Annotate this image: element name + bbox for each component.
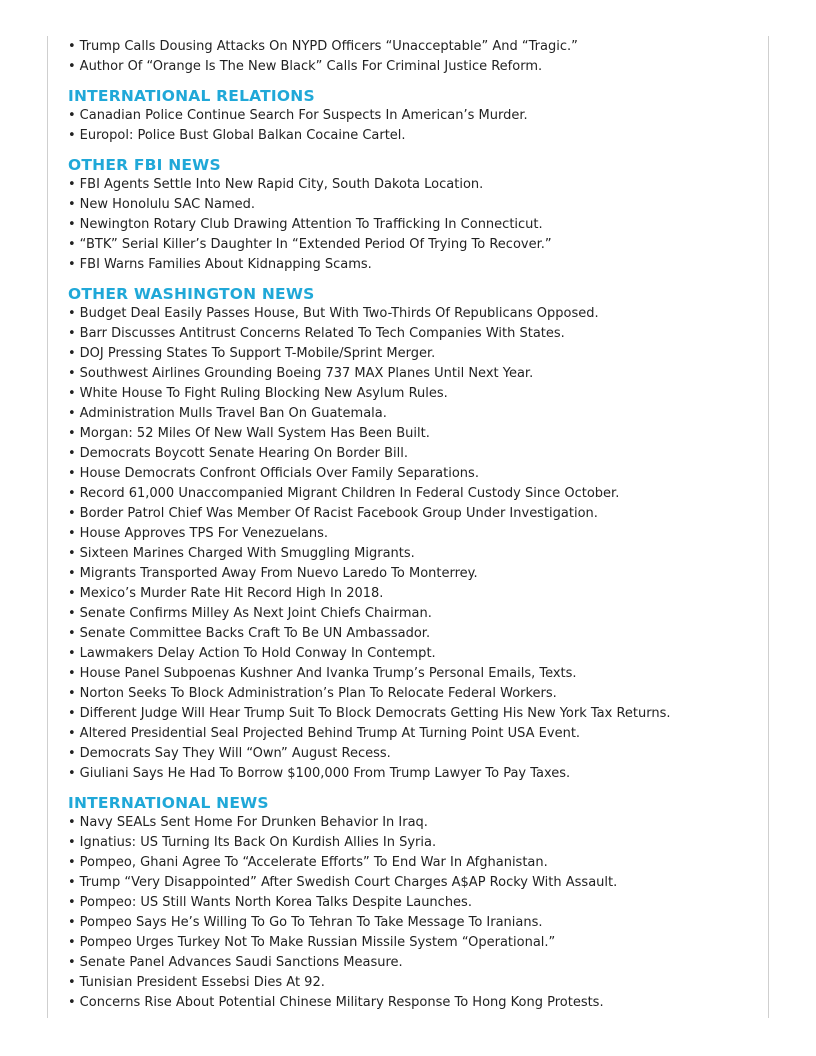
news-digest-content [68, 37, 758, 1013]
news-item [68, 444, 758, 464]
news-item [68, 644, 758, 664]
bullet-icon: • [68, 526, 76, 541]
section-heading: OTHER WASHINGTON NEWS [68, 285, 315, 303]
news-item [68, 126, 758, 146]
news-item-text: Democrats Boycott Senate Hearing On Border Bill. [79, 446, 408, 461]
news-item-text: Morgan: 52 Miles Of New Wall System Has Been Built. [79, 426, 430, 441]
bullet-icon: • [68, 108, 76, 123]
news-item-text: Budget Deal Easily Passes House, But With Two-Thirds Of Republicans Opposed. [79, 306, 599, 321]
bullet-icon: • [68, 406, 76, 421]
news-item-text: Newington Rotary Club Drawing Attention To Trafficking In Connecticut. [79, 217, 543, 232]
news-item-text: Barr Discusses Antitrust Concerns Related To Tech Companies With States. [79, 326, 565, 341]
news-item [68, 404, 758, 424]
bullet-icon: • [68, 586, 76, 601]
bullet-icon: • [68, 506, 76, 521]
news-item [68, 57, 758, 77]
news-item [68, 195, 758, 215]
news-item [68, 304, 758, 324]
news-item-text: Altered Presidential Seal Projected Behind Trump At Turning Point USA Event. [79, 726, 581, 741]
bullet-icon: • [68, 815, 76, 830]
bullet-icon: • [68, 935, 76, 950]
news-item [68, 544, 758, 564]
news-item [68, 564, 758, 584]
news-item [68, 973, 758, 993]
top-item-list [68, 37, 758, 77]
bullet-icon: • [68, 835, 76, 850]
bullet-icon: • [68, 197, 76, 212]
bullet-icon: • [68, 766, 76, 781]
news-item [68, 424, 758, 444]
news-item-text: Senate Confirms Milley As Next Joint Chiefs Chairman. [79, 606, 432, 621]
news-item-text: New Honolulu SAC Named. [79, 197, 256, 212]
news-item [68, 684, 758, 704]
bullet-icon: • [68, 366, 76, 381]
news-item [68, 175, 758, 195]
news-item-text: Pompeo: US Still Wants North Korea Talks Despite Launches. [79, 895, 472, 910]
news-item-text: Record 61,000 Unaccompanied Migrant Children In Federal Custody Since October. [79, 486, 620, 501]
bullet-icon: • [68, 855, 76, 870]
news-section [68, 155, 758, 275]
news-item-text: “BTK” Serial Killer’s Daughter In “Extended Period Of Trying To Recover.” [79, 237, 552, 252]
news-item-text: House Panel Subpoenas Kushner And Ivanka Trump’s Personal Emails, Texts. [79, 666, 577, 681]
news-item-text: Border Patrol Chief Was Member Of Racist Facebook Group Under Investigation. [79, 506, 598, 521]
news-item-text: Trump Calls Dousing Attacks On NYPD Officers “Unacceptable” And “Tragic.” [79, 39, 578, 54]
news-item [68, 255, 758, 275]
news-section [68, 793, 758, 1013]
bullet-icon: • [68, 426, 76, 441]
news-item [68, 235, 758, 255]
news-item-text: House Approves TPS For Venezuelans. [79, 526, 329, 541]
bullet-icon: • [68, 386, 76, 401]
news-item [68, 344, 758, 364]
news-item-text: Trump “Very Disappointed” After Swedish Court Charges A$AP Rocky With Assault. [79, 875, 618, 890]
news-item [68, 724, 758, 744]
bullet-icon: • [68, 706, 76, 721]
news-item [68, 833, 758, 853]
bullet-icon: • [68, 39, 76, 54]
section-heading: INTERNATIONAL NEWS [68, 794, 269, 812]
news-item [68, 524, 758, 544]
bullet-icon: • [68, 626, 76, 641]
bullet-icon: • [68, 686, 76, 701]
news-item-text: Pompeo, Ghani Agree To “Accelerate Efforts” To End War In Afghanistan. [79, 855, 548, 870]
bullet-icon: • [68, 995, 76, 1010]
news-item [68, 106, 758, 126]
news-item [68, 584, 758, 604]
news-item-text: Author Of “Orange Is The New Black” Calls For Criminal Justice Reform. [79, 59, 543, 74]
news-item-text: Administration Mulls Travel Ban On Guatemala. [79, 406, 387, 421]
news-item [68, 484, 758, 504]
left-margin-rule [47, 36, 48, 1018]
bullet-icon: • [68, 546, 76, 561]
news-item [68, 873, 758, 893]
news-item [68, 893, 758, 913]
bullet-icon: • [68, 217, 76, 232]
bullet-icon: • [68, 128, 76, 143]
bullet-icon: • [68, 346, 76, 361]
right-margin-rule [768, 36, 769, 1018]
bullet-icon: • [68, 915, 76, 930]
bullet-icon: • [68, 326, 76, 341]
news-item [68, 813, 758, 833]
news-item-text: Sixteen Marines Charged With Smuggling Migrants. [79, 546, 415, 561]
news-item [68, 604, 758, 624]
news-item [68, 324, 758, 344]
news-item [68, 624, 758, 644]
news-item-text: Giuliani Says He Had To Borrow $100,000 From Trump Lawyer To Pay Taxes. [79, 766, 571, 781]
news-item-text: Europol: Police Bust Global Balkan Cocaine Cartel. [79, 128, 406, 143]
bullet-icon: • [68, 666, 76, 681]
section-heading: INTERNATIONAL RELATIONS [68, 87, 315, 105]
news-item [68, 853, 758, 873]
news-item-text: Norton Seeks To Block Administration’s Plan To Relocate Federal Workers. [79, 686, 557, 701]
bullet-icon: • [68, 566, 76, 581]
news-item [68, 37, 758, 57]
news-item [68, 764, 758, 784]
bullet-icon: • [68, 59, 76, 74]
news-section [68, 86, 758, 146]
news-item-text: House Democrats Confront Officials Over Family Separations. [79, 466, 479, 481]
news-item-text: Democrats Say They Will “Own” August Recess. [79, 746, 391, 761]
bullet-icon: • [68, 895, 76, 910]
bullet-icon: • [68, 875, 76, 890]
news-item [68, 744, 758, 764]
news-item [68, 953, 758, 973]
news-item-text: FBI Agents Settle Into New Rapid City, South Dakota Location. [79, 177, 484, 192]
news-item [68, 933, 758, 953]
news-item-text: FBI Warns Families About Kidnapping Scams. [79, 257, 372, 272]
news-item-text: Navy SEALs Sent Home For Drunken Behavior In Iraq. [79, 815, 428, 830]
news-item [68, 504, 758, 524]
bullet-icon: • [68, 975, 76, 990]
bullet-icon: • [68, 486, 76, 501]
news-section [68, 284, 758, 784]
section-heading: OTHER FBI NEWS [68, 156, 221, 174]
bullet-icon: • [68, 306, 76, 321]
bullet-icon: • [68, 237, 76, 252]
news-item-text: Concerns Rise About Potential Chinese Military Response To Hong Kong Protests. [79, 995, 604, 1010]
news-item-text: Ignatius: US Turning Its Back On Kurdish Allies In Syria. [79, 835, 437, 850]
news-item-text: Pompeo Says He’s Willing To Go To Tehran To Take Message To Iranians. [79, 915, 543, 930]
bullet-icon: • [68, 177, 76, 192]
bullet-icon: • [68, 446, 76, 461]
news-item [68, 215, 758, 235]
news-item-text: Senate Panel Advances Saudi Sanctions Measure. [79, 955, 403, 970]
news-item-text: Lawmakers Delay Action To Hold Conway In Contempt. [79, 646, 436, 661]
bullet-icon: • [68, 746, 76, 761]
news-item-text: White House To Fight Ruling Blocking New Asylum Rules. [79, 386, 448, 401]
news-item-text: Migrants Transported Away From Nuevo Laredo To Monterrey. [79, 566, 478, 581]
news-item-text: Canadian Police Continue Search For Suspects In American’s Murder. [79, 108, 528, 123]
news-item-text: Southwest Airlines Grounding Boeing 737 MAX Planes Until Next Year. [79, 366, 534, 381]
news-item [68, 993, 758, 1013]
news-item-text: Tunisian President Essebsi Dies At 92. [79, 975, 325, 990]
bullet-icon: • [68, 257, 76, 272]
news-item [68, 464, 758, 484]
news-item [68, 384, 758, 404]
sections-container [68, 86, 758, 1013]
news-item [68, 913, 758, 933]
bullet-icon: • [68, 646, 76, 661]
bullet-icon: • [68, 955, 76, 970]
news-item [68, 704, 758, 724]
bullet-icon: • [68, 606, 76, 621]
news-item [68, 664, 758, 684]
bullet-icon: • [68, 726, 76, 741]
news-item-text: Different Judge Will Hear Trump Suit To Block Democrats Getting His New York Tax Returns. [79, 706, 671, 721]
bullet-icon: • [68, 466, 76, 481]
news-item-text: Pompeo Urges Turkey Not To Make Russian Missile System “Operational.” [79, 935, 556, 950]
news-item-text: Senate Committee Backs Craft To Be UN Ambassador. [79, 626, 431, 641]
news-item-text: DOJ Pressing States To Support T-Mobile/Sprint Merger. [79, 346, 436, 361]
news-item [68, 364, 758, 384]
news-item-text: Mexico’s Murder Rate Hit Record High In 2018. [79, 586, 384, 601]
